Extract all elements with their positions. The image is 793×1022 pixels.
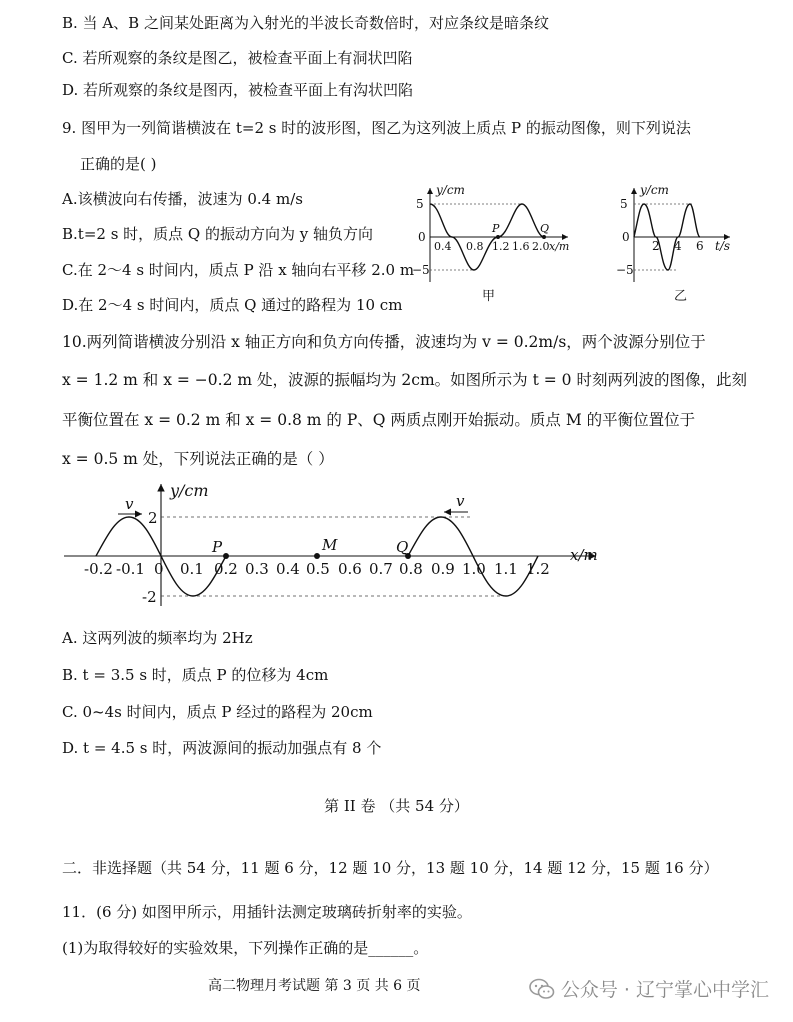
question-10-stem-1: 10.两列简谐横波分别沿 x 轴正方向和负方向传播，波速均为 v = 0.2m/s，两个波源分别位于	[62, 333, 706, 351]
jia-x-tick: 1.2	[492, 240, 510, 253]
jia-caption: 甲	[482, 289, 496, 304]
watermark	[529, 975, 769, 1002]
yi-y-tick: 0	[622, 230, 630, 244]
q10-label-m: M	[322, 536, 338, 554]
jia-x-tick: 1.6	[512, 240, 530, 253]
yi-x-tick: 6	[696, 239, 704, 253]
jia-y-label: y/cm	[436, 183, 465, 197]
question-11-stem: 11．(6 分) 如图甲所示，用插针法测定玻璃砖折射率的实验。	[62, 903, 472, 921]
yi-x-tick: 4	[674, 239, 682, 253]
q10-x-tick: 0.5	[306, 560, 330, 578]
q10-y-tick: 2	[148, 509, 158, 527]
q10-x-tick: 0.3	[245, 560, 269, 578]
question-9-option-c: C.在 2～4 s 时间内，质点 P 沿 x 轴向右平移 2.0 m	[62, 261, 415, 279]
jia-point-q-dot	[542, 235, 546, 239]
q10-point-m	[314, 553, 320, 559]
question-10-stem-2: x = 1.2 m 和 x = −0.2 m 处，波源的振幅均为 2cm。如图所示为 t = 0 时刻两列波的图像，此刻	[62, 371, 747, 389]
question-11-part-1: (1)为取得较好的实验效果，下列操作正确的是______。	[62, 939, 429, 957]
question-10-stem-3: 平衡位置在 x = 0.2 m 和 x = 0.8 m 的 P、Q 两质点刚开始振动。质点 M 的平衡位置位于	[62, 411, 696, 429]
q10-label-p: P	[212, 538, 223, 556]
question-9-option-a: A.该横波向右传播，波速为 0.4 m/s	[62, 190, 303, 208]
section-2-title: 第 II 卷 （共 54 分）	[324, 797, 469, 815]
question-10-option-a: A. 这两列波的频率均为 2Hz	[62, 629, 253, 647]
jia-point-p-dot	[496, 235, 500, 239]
watermark-text: 公众号 · 辽宁掌心中学汇	[560, 979, 769, 1001]
question-9-option-d: D.在 2～4 s 时间内，质点 Q 通过的路程为 10 cm	[62, 296, 403, 314]
question-10-option-c: C. 0~4s 时间内，质点 P 经过的路程为 20cm	[62, 703, 373, 721]
jia-x-tick: 2.0	[532, 240, 550, 253]
q10-right-v-label: v	[456, 492, 465, 510]
yi-y-tick: 5	[620, 197, 628, 211]
jia-x-label: x/m	[549, 240, 570, 253]
jia-y-tick: 0	[418, 230, 426, 244]
q10-left-v-label: v	[125, 495, 134, 513]
jia-x-tick: 0.4	[434, 240, 452, 253]
part-2-heading: 二．非选择题（共 54 分，11 题 6 分，12 题 10 分，13 题 10 分，14 题 12 分，15 题 16 分）	[62, 859, 719, 877]
question-10-option-d: D. t = 4.5 s 时，两波源间的振动加强点有 8 个	[62, 739, 382, 757]
page-footer: 高二物理月考试题 第 3 页 共 6 页	[208, 978, 421, 994]
figure-q10	[58, 478, 618, 613]
q10-x-tick: -0.2	[84, 560, 113, 578]
yi-x-tick: 2	[652, 239, 660, 253]
jia-y-tick: −5	[412, 263, 430, 277]
figure-yi	[612, 180, 762, 310]
q10-x-tick: 0.1	[180, 560, 204, 578]
figure-jia	[410, 180, 580, 310]
q10-x-tick: -0.1	[116, 560, 145, 578]
q10-point-p	[223, 553, 229, 559]
q10-label-q: Q	[396, 538, 409, 556]
q10-x-tick: 1.2	[526, 560, 550, 578]
jia-label-q: Q	[540, 222, 550, 235]
yi-caption: 乙	[674, 289, 688, 304]
question-9-stem: 9. 图甲为一列简谐横波在 t=2 s 时的波形图，图乙为这列波上质点 P 的振动图像，则下列说法	[62, 119, 691, 137]
question-10-stem-4: x = 0.5 m 处，下列说法正确的是（ ）	[62, 450, 334, 468]
question-10-option-b: B. t = 3.5 s 时，质点 P 的位移为 4cm	[62, 666, 329, 684]
q10-x-tick: 0.6	[338, 560, 362, 578]
q10-x-tick: 0.4	[276, 560, 300, 578]
q10-y-label: y/cm	[170, 481, 209, 500]
option-c: C. 若所观察的条纹是图乙，被检查平面上有洞状凹陷	[62, 49, 413, 67]
q10-x-tick: 0.9	[431, 560, 455, 578]
q10-x-tick: 0	[154, 560, 164, 578]
question-9-option-b: B.t=2 s 时，质点 Q 的振动方向为 y 轴负方向	[62, 225, 374, 243]
jia-label-p: P	[492, 222, 500, 235]
jia-y-tick: 5	[416, 197, 424, 211]
yi-x-label: t/s	[715, 239, 731, 253]
option-d: D. 若所观察的条纹是图丙，被检查平面上有沟状凹陷	[62, 81, 414, 99]
q10-x-tick: 0.8	[399, 560, 423, 578]
q10-x-label: x/m	[570, 546, 598, 564]
question-9-stem-cont: 正确的是( )	[80, 155, 157, 173]
q10-x-tick: 1.0	[462, 560, 486, 578]
yi-y-tick: −5	[616, 263, 634, 277]
option-b: B. 当 A、B 之间某处距离为入射光的半波长奇数倍时，对应条纹是暗条纹	[62, 14, 549, 32]
q10-x-tick: 0.7	[369, 560, 393, 578]
q10-x-tick: 0.2	[214, 560, 238, 578]
q10-y-tick: -2	[142, 588, 157, 606]
wechat-icon	[529, 978, 555, 1000]
q10-x-tick: 1.1	[494, 560, 518, 578]
jia-x-tick: 0.8	[466, 240, 484, 253]
yi-y-label: y/cm	[640, 183, 669, 197]
